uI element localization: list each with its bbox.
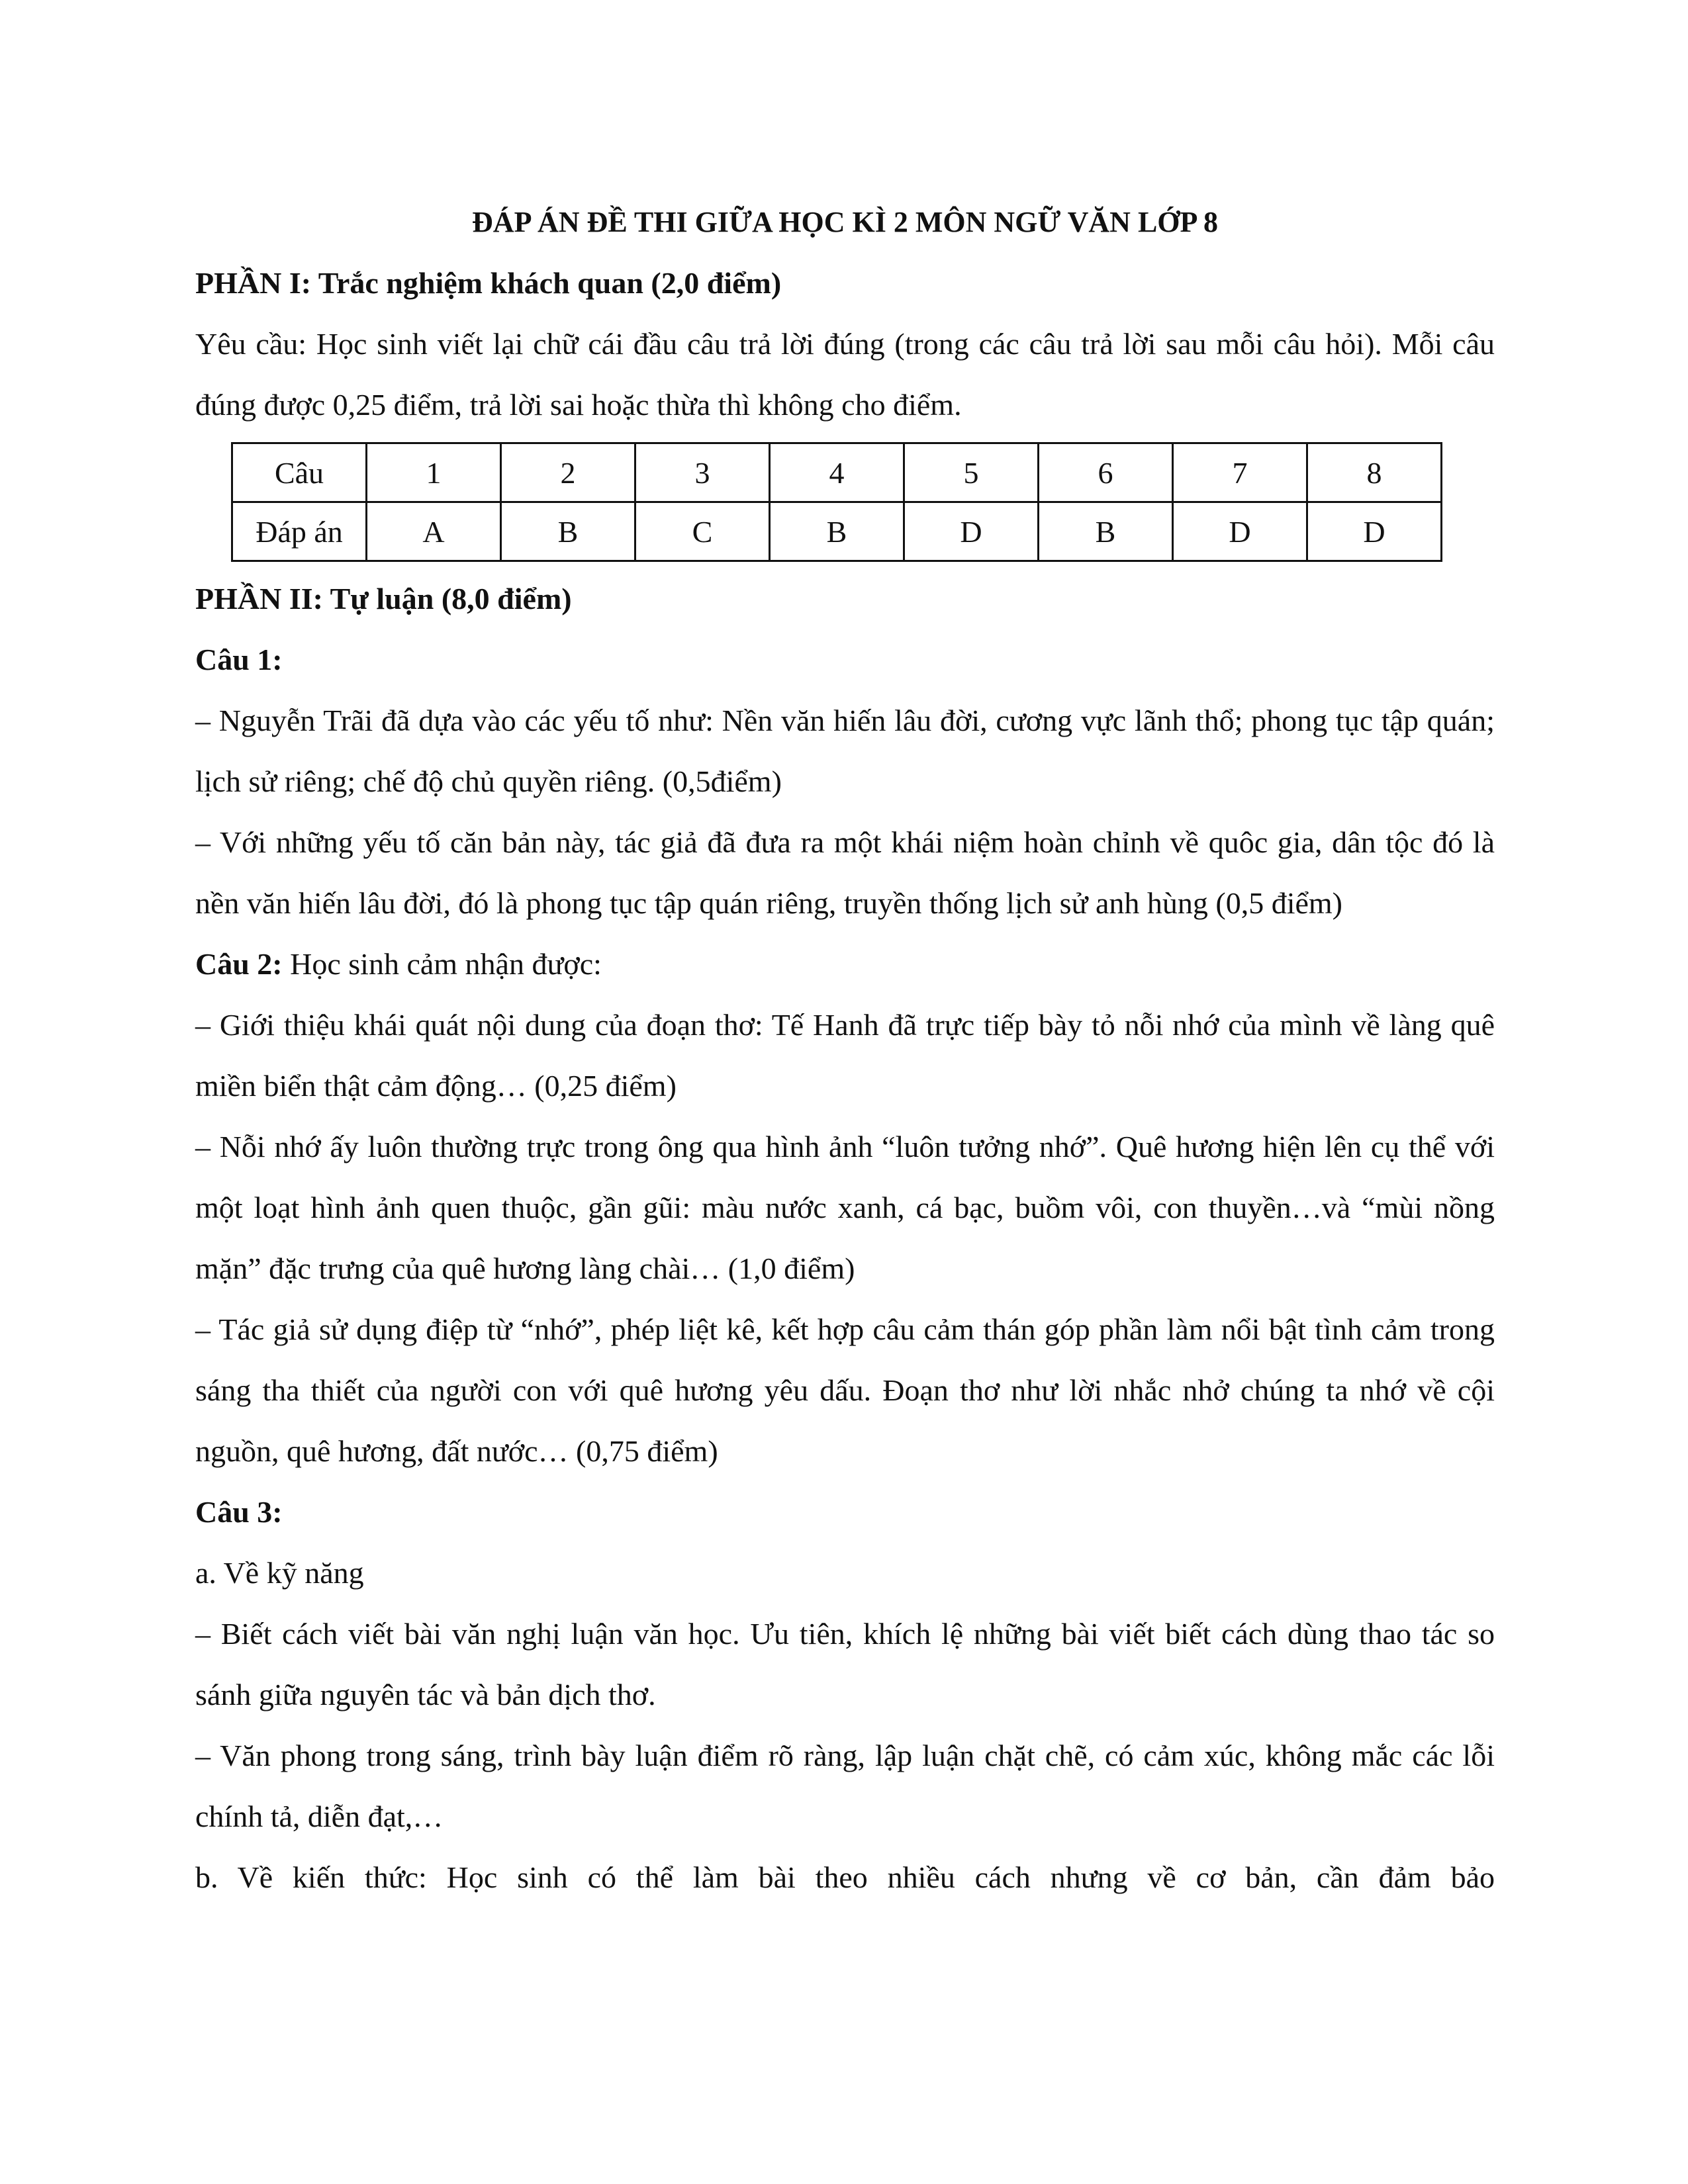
question3-label: Câu 3: <box>195 1495 283 1529</box>
answer-letter: A <box>367 502 501 561</box>
question3-knowledge: b. Về kiến thức: Học sinh có thể làm bài theo nhiều cách nhưng về cơ bản, cần đảm bảo <box>195 1860 1495 1894</box>
question2-intro: Học sinh cảm nhận được: <box>282 947 602 981</box>
document-title: ĐÁP ÁN ĐỀ THI GIỮA HỌC KÌ 2 MÔN NGỮ VĂN LỚP 8 <box>472 206 1218 238</box>
part1-instruction: Yêu cầu: Học sinh viết lại chữ cái đầu câu trả lời đúng (trong các câu trả lời sau mỗi câu hỏi). Mỗi câu đúng được 0,25 điểm, trả lời sai hoặc thừa thì không cho điểm. <box>195 327 1495 422</box>
answer-table <box>231 442 1442 562</box>
question-number: 1 <box>367 443 501 502</box>
question2-point1: – Giới thiệu khái quát nội dung của đoạn thơ: Tế Hanh đã trực tiếp bày tỏ nỗi nhớ của mình về làng quê miền biển thật cảm động… (0,25 điểm) <box>195 1008 1495 1103</box>
question-number: 7 <box>1173 443 1307 502</box>
question3-skills-point2: – Văn phong trong sáng, trình bày luận điểm rõ ràng, lập luận chặt chẽ, có cảm xúc, không mắc các lỗi chính tả, diễn đạt,… <box>195 1739 1495 1833</box>
answer-letter: D <box>1173 502 1307 561</box>
question-number: 2 <box>501 443 635 502</box>
answer-letter: B <box>770 502 904 561</box>
question-number: 6 <box>1039 443 1173 502</box>
part1-heading: PHẦN I: Trắc nghiệm khách quan (2,0 điểm) <box>195 266 782 300</box>
question-row-label: Câu <box>232 443 367 502</box>
answer-row-label: Đáp án <box>232 502 367 561</box>
question1-label: Câu 1: <box>195 643 283 676</box>
answer-letter: C <box>635 502 770 561</box>
question-number: 4 <box>770 443 904 502</box>
question1-point1: – Nguyễn Trãi đã dựa vào các yếu tố như: Nền văn hiến lâu đời, cương vực lãnh thổ; phong tục tập quán; lịch sử riêng; chế độ chủ quyền riêng. (0,5điểm) <box>195 704 1495 798</box>
document-page <box>195 192 1495 1908</box>
question2-line <box>195 934 1495 995</box>
answer-letter: D <box>1307 502 1442 561</box>
answer-letter: B <box>1039 502 1173 561</box>
question2-point3: – Tác giả sử dụng điệp từ “nhớ”, phép liệt kê, kết hợp câu cảm thán góp phần làm nổi bật tình cảm trong sáng tha thiết của người con với quê hương yêu dấu. Đoạn thơ như lời nhắc nhở chúng ta nhớ về cội nguồn, quê hương, đất nước… (0,75 điểm) <box>195 1312 1495 1468</box>
question1-point2: – Với những yếu tố căn bản này, tác giả đã đưa ra một khái niệm hoàn chỉnh về quôc gia, dân tộc đó là nền văn hiến lâu đời, đó là phong tục tập quán riêng, truyền thống lịch sử anh hùng (0,5 điểm) <box>195 825 1495 920</box>
question-number: 8 <box>1307 443 1442 502</box>
part2-heading: PHẦN II: Tự luận (8,0 điểm) <box>195 582 572 615</box>
question3-skills-heading: a. Về kỹ năng <box>195 1556 364 1590</box>
answer-row <box>232 502 1442 561</box>
question-number: 3 <box>635 443 770 502</box>
question2-point2: – Nỗi nhớ ấy luôn thường trực trong ông qua hình ảnh “luôn tưởng nhớ”. Quê hương hiện lên cụ thể với một loạt hình ảnh quen thuộc, gần gũi: màu nước xanh, cá bạc, buồm vôi, con thuyền…và “mùi nồng mặn” đặc trưng của quê hương làng chài… (1,0 điểm) <box>195 1130 1495 1285</box>
answer-letter: B <box>501 502 635 561</box>
question-row <box>232 443 1442 502</box>
answer-letter: D <box>904 502 1039 561</box>
question-number: 5 <box>904 443 1039 502</box>
question3-skills-point1: – Biết cách viết bài văn nghị luận văn học. Ưu tiên, khích lệ những bài viết biết cách dùng thao tác so sánh giữa nguyên tác và bản dịch thơ. <box>195 1617 1495 1711</box>
question2-label: Câu 2: <box>195 947 283 981</box>
